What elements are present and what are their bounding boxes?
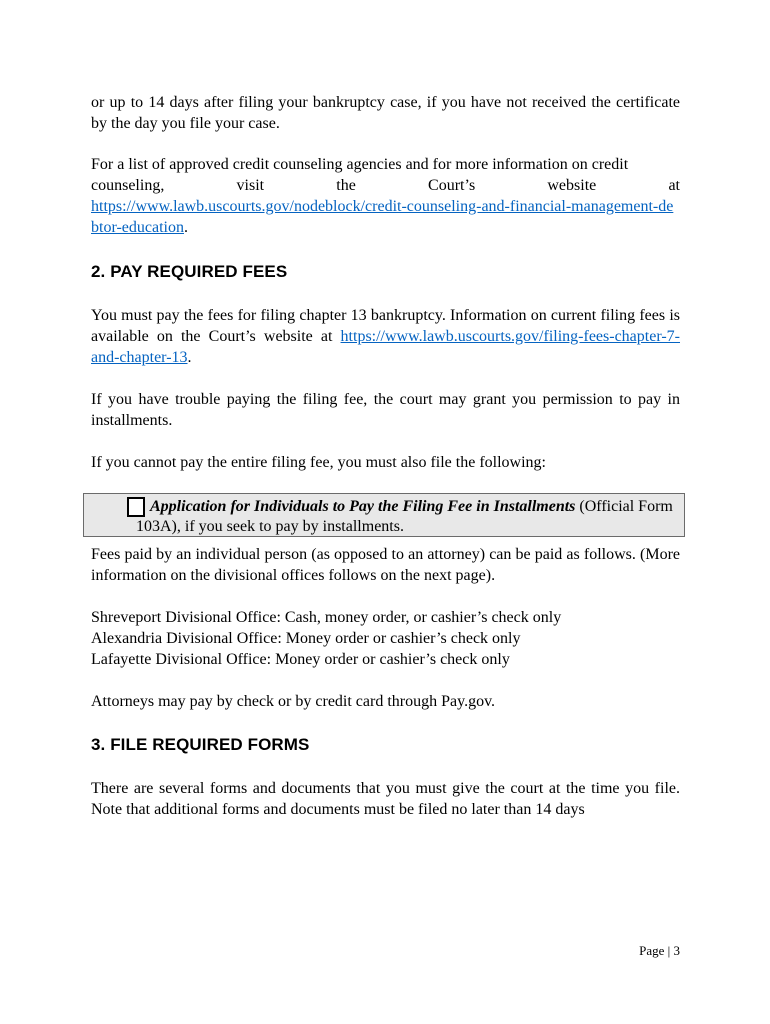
visit-word: at [668,177,680,194]
office-line-shreveport: Shreveport Divisional Office: Cash, money order, or cashier’s check only [91,609,562,626]
callout-form-title: Application for Individuals to Pay the Filing Fee in Installments [150,498,576,515]
visit-word: website [547,177,597,194]
visit-word: the [336,177,356,194]
office-line-lafayette: Lafayette Divisional Office: Money order or cashier’s check only [91,651,510,668]
visit-word: visit [236,177,265,194]
visit-word: counseling, [91,177,165,194]
credit-counseling-link[interactable]: https://www.lawb.uscourts.gov/nodeblock/credit-counseling-and-financial-management-debtor-education [91,198,674,236]
counseling-link-period: . [183,219,188,236]
fees-paragraph-period: . [187,349,192,366]
forms-paragraph: There are several forms and documents that you must give the court at the time you file. Note that additional forms and documents must be filed no later than 14 days [91,780,680,818]
counseling-paragraph [91,154,680,238]
filing-fees-link[interactable]: https://www.lawb.uscourts.gov/filing-fees-chapter-7-and-chapter-13 [91,328,680,366]
fees-payment-paragraph: Fees paid by an individual person (as opposed to an attorney) can be paid as follows. (More information on the divisional offices follows on the next page). [91,546,680,584]
document-page [91,92,680,820]
page-number: Page | 3 [639,943,680,958]
callout-text [136,497,678,537]
attorneys-paragraph: Attorneys may pay by check or by credit card through Pay.gov. [91,693,496,710]
section-3-heading: 3. FILE REQUIRED FORMS [91,735,310,754]
intro-paragraph: or up to 14 days after filing your bankruptcy case, if you have not received the certificate by the day you file your case. [91,94,680,132]
cannot-pay-paragraph: If you cannot pay the entire filing fee, you must also file the following: [91,454,546,471]
installments-paragraph: If you have trouble paying the filing fee, the court may grant you permission to pay in installments. [91,391,680,429]
section-2-heading: 2. PAY REQUIRED FEES [91,262,288,281]
callout-form-details: (Official Form 103A), if you seek to pay by installments. [136,498,673,535]
counseling-visit-line [91,175,680,196]
fees-paragraph-text: You must pay the fees for filing chapter 13 bankruptcy. Information on current filing fees is available on the Court’s website at [91,307,680,345]
counseling-text-line1: For a list of approved credit counseling agencies and for more information on credit [91,156,629,173]
visit-word: Court’s [428,177,476,194]
installment-application-callout [83,493,685,537]
fees-paragraph [91,305,680,368]
counseling-link-paragraph [91,196,680,238]
office-line-alexandria: Alexandria Divisional Office: Money order or cashier’s check only [91,630,521,647]
